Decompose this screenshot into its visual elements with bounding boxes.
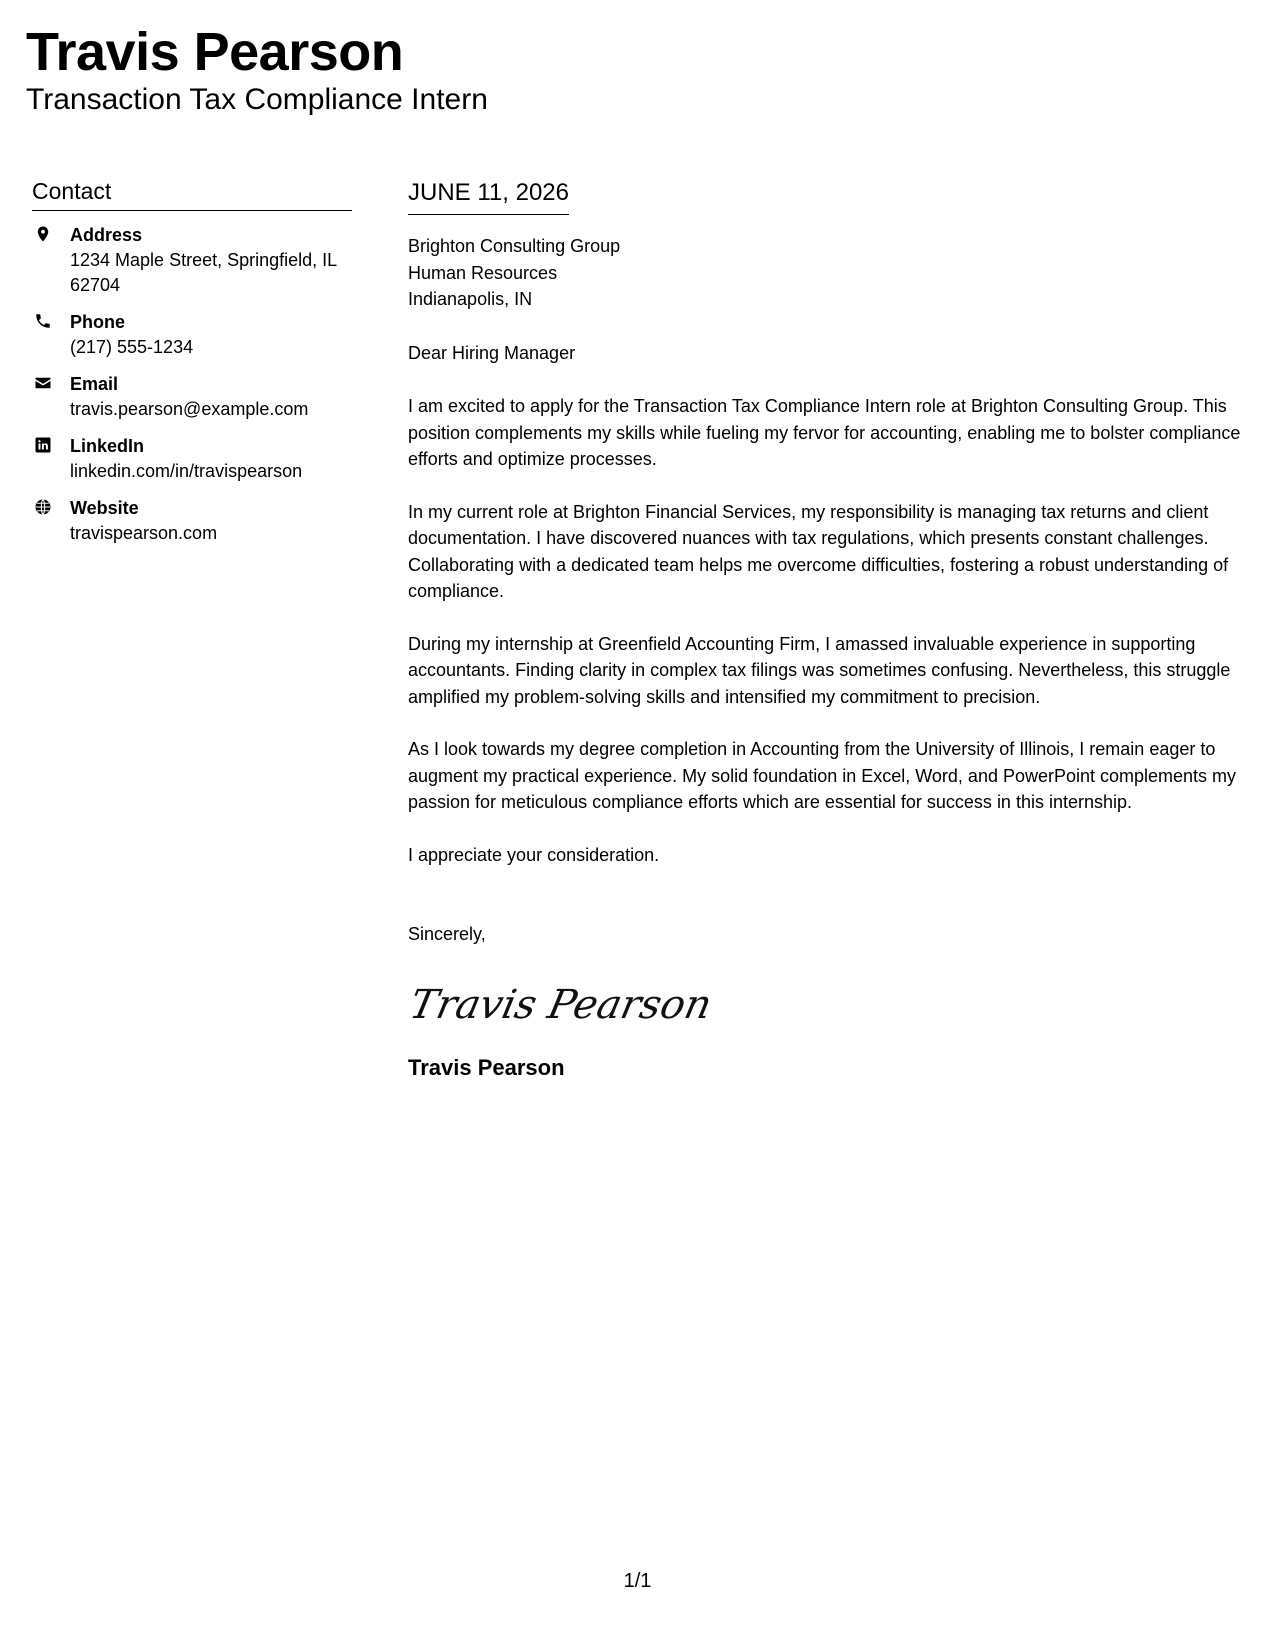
contact-phone-value: (217) 555-1234 xyxy=(70,337,194,357)
map-pin-icon xyxy=(34,225,52,243)
contact-website-label: Website xyxy=(70,498,139,518)
paragraph-internship: During my internship at Greenfield Accounting Firm, I amassed invaluable experience in supporting accountants. Finding clarity in complex tax filings was sometimes confusing. Nevertheless, this struggle amplified my problem-solving skills and intensified my commitment to precision. xyxy=(408,633,1231,707)
contact-website-value: travispearson.com xyxy=(70,523,218,543)
applicant-name: Travis Pearson xyxy=(26,22,404,82)
contact-email-value: travis.pearson@example.com xyxy=(70,399,309,419)
phone-icon xyxy=(34,312,52,330)
recipient-location: Indianapolis, IN xyxy=(408,289,533,309)
paragraph-current-role: In my current role at Brighton Financial Services, my responsibility is managing tax returns and client documentation. I have discovered nuances with tax regulations, which presents constant challenges. Collaborating with a dedicated team helps me overcome difficulties, fostering a robust understanding of compliance. xyxy=(408,501,1229,601)
contact-sidebar xyxy=(32,176,352,558)
recipient-department: Human Resources xyxy=(408,262,558,283)
contact-heading: Contact xyxy=(32,176,352,211)
recipient-company: Brighton Consulting Group xyxy=(408,236,621,256)
paragraph-thanks: I appreciate your consideration. xyxy=(408,844,660,865)
linkedin-icon xyxy=(34,436,52,454)
letter-date: JUNE 11, 2026 xyxy=(408,176,569,215)
contact-phone-label: Phone xyxy=(70,312,126,332)
contact-email-label: Email xyxy=(70,374,119,394)
contact-linkedin xyxy=(32,434,352,484)
contact-email xyxy=(32,372,352,422)
closing: Sincerely, xyxy=(408,924,486,944)
envelope-icon xyxy=(34,374,52,392)
greeting: Dear Hiring Manager xyxy=(408,342,576,363)
contact-phone xyxy=(32,310,352,360)
applicant-role: Transaction Tax Compliance Intern xyxy=(26,83,488,116)
page-number: 1/1 xyxy=(623,1570,652,1592)
recipient-block xyxy=(408,233,1253,313)
signer-name: Travis Pearson xyxy=(408,1054,565,1080)
contact-linkedin-label: LinkedIn xyxy=(70,436,145,456)
paragraph-intro: I am excited to apply for the Transaction Tax Compliance Intern role at Brighton Consulting Group. This position complements my skills while fueling my fervor for accounting, enabling me to bolster compliance efforts and optimize processes. xyxy=(408,396,1241,469)
signature-script: Travis Pearson xyxy=(405,979,717,1028)
contact-website xyxy=(32,496,352,546)
signature-image xyxy=(405,970,1253,1036)
paragraph-education: As I look towards my degree completion in Accounting from the University of Illinois, I remain eager to augment my practical experience. My solid foundation in Excel, Word, and PowerPoint complements my passion for meticulous compliance efforts which are essential for success in this internship. xyxy=(408,739,1237,812)
globe-icon xyxy=(34,498,52,516)
contact-address xyxy=(32,223,352,298)
contact-address-label: Address xyxy=(70,225,143,245)
contact-address-value: 1234 Maple Street, Springfield, IL 62704 xyxy=(70,250,337,295)
letter-body xyxy=(405,176,1253,1082)
contact-linkedin-value: linkedin.com/in/travispearson xyxy=(70,461,303,481)
